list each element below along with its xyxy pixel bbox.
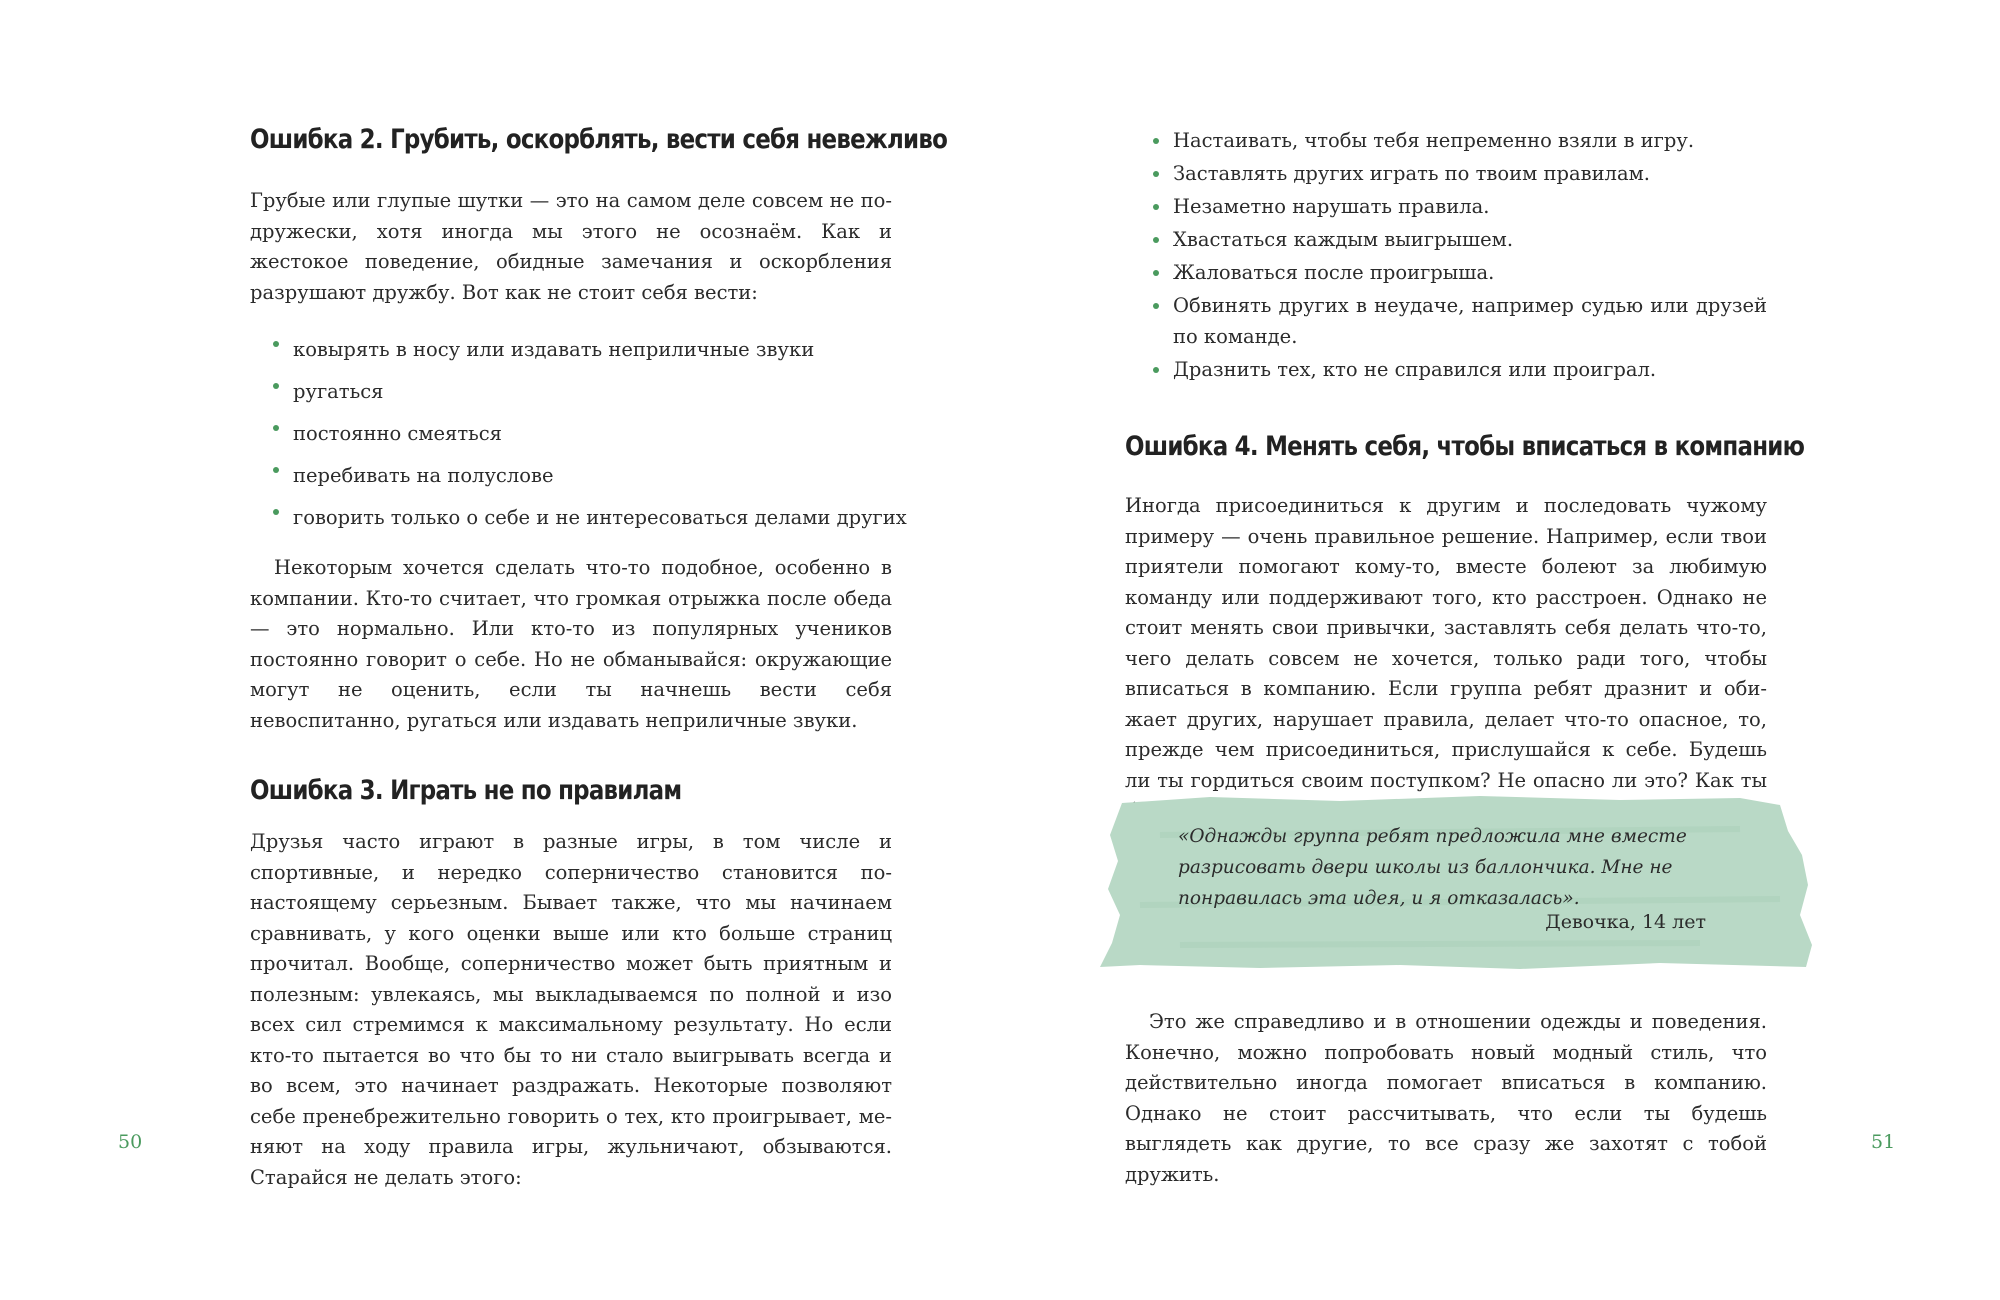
- page-number-left: 50: [118, 1131, 143, 1153]
- quote-text: «Однажды группа ребят предложила мне вместе разрисовать двери школы из баллончика. Мне не понравилась эта идея, и я отказалась».: [1178, 826, 1687, 909]
- bullet-dot-icon: [273, 383, 279, 389]
- bullet-dot-icon: [1153, 367, 1159, 373]
- list-item: ругаться: [270, 371, 910, 413]
- bullet-dot-icon: [1153, 204, 1159, 210]
- bullet-dot-icon: [1153, 270, 1159, 276]
- section-heading-mistake-2: Ошибка 2. Грубить, оскорблять, вести себя невежливо: [250, 124, 948, 155]
- bullet-dot-icon: [273, 467, 279, 473]
- page-number-right: 51: [1871, 1131, 1896, 1153]
- list-item: Настаивать, чтобы тебя непременно взяли в игру.: [1150, 126, 1767, 157]
- section-2-paragraph: Некоторым хочется сделать что-то подобное, особенно в компании. Кто-то считает, что громкая отрыжка после обеда — это нормально. Или кто-то из популярных учеников постоянно говорит о себе. Но не обманывайся: окружающие могут не оценить, если ты начнешь вести себя невоспитанно, ругаться или издавать неприличные звуки.: [250, 556, 892, 732]
- unfair-play-list: [1150, 126, 1767, 385]
- list-item: Заставлять других играть по твоим правилам.: [1150, 159, 1767, 190]
- bullet-dot-icon: [1153, 171, 1159, 177]
- bullet-dot-icon: [1153, 138, 1159, 144]
- list-item: перебивать на полуслове: [270, 455, 910, 497]
- list-item: ковырять в носу или издавать неприличные звуки: [270, 329, 910, 371]
- quote-author: Девочка, 14 лет: [1545, 911, 1706, 933]
- section-3-paragraph: Друзья часто играют в разные игры, в том числе и спортивные, и нередко соперничество становится по-настоящему серьезным. Бывает также, что мы начинаем сравнивать, у кого оценки выше или кто больше страниц прочитал. Вообще, соперничество может быть приятным и полезным: увлекаясь, мы выкладываемся по полной и изо всех сил стремимся к максимальному результату. Но если кто-то пытается во что бы то ни стало выигрывать всегда и во всем, это начинает раздражать. Некоторые позволяют себе пренебрежительно говорить о тех, кто проигрывает, меняют на ходу правила игры, жульничают, обзываются. Старайся не делать этого:: [250, 830, 892, 1189]
- list-item: Хвастаться каждым выигрышем.: [1150, 225, 1767, 256]
- bullet-dot-icon: [273, 509, 279, 515]
- bullet-dot-icon: [1153, 303, 1159, 309]
- list-item: Дразнить тех, кто не справился или проиграл.: [1150, 355, 1767, 386]
- list-item: Незаметно нарушать правила.: [1150, 192, 1767, 223]
- list-item: постоянно смеяться: [270, 413, 910, 455]
- quote-box: [1100, 795, 1812, 970]
- bullet-dot-icon: [273, 341, 279, 347]
- section-4-paragraph: Иногда присоединиться к другим и последовать чужому примеру — очень правильное решение. Например, если твои приятели помогают кому-то, вместе болеют за любимую команду или поддерживают того, кто расстроен. Однако не стоит менять свои привычки, заставлять себя делать что-то, чего делать совсем не хочется, только ради того, чтобы вписаться в компанию. Если группа ребят дразнит и обижает других, нарушает правила, делает что-то опасное, то, прежде чем присоединиться, прислушайся к себе. Будешь ли ты гордиться своим поступком? Не опасно ли это? Как ты: [1125, 494, 1767, 792]
- list-item: говорить только о себе и не интересоваться делами других: [270, 497, 910, 539]
- bullet-dot-icon: [1153, 237, 1159, 243]
- section-heading-mistake-3: Ошибка 3. Играть не по правилам: [250, 775, 682, 806]
- bullet-dot-icon: [273, 425, 279, 431]
- closing-paragraph: Это же справедливо и в отношении одежды и поведения. Конечно, можно попробовать новый модный стиль, что действительно иногда помогает вписаться в компанию. Однако не стоит рассчитывать, что если ты будешь выглядеть как другие, то все сразу же захотят с тобой дружить.: [1125, 1010, 1767, 1186]
- list-item: Жаловаться после проигрыша.: [1150, 258, 1767, 289]
- list-item: Обвинять других в неудаче, например судью или друзей по команде.: [1150, 291, 1767, 352]
- rude-behaviors-list: [270, 329, 910, 539]
- section-2-intro: Грубые или глупые шутки — это на самом деле совсем не подружески, хотя иногда мы этого не осознаём. Как и жестокое поведение, обидные замечания и оскорбления разрушают дружбу. Вот как не стоит себя вести:: [250, 189, 892, 304]
- section-heading-mistake-4: Ошибка 4. Менять себя, чтобы вписаться в компанию: [1125, 431, 1805, 462]
